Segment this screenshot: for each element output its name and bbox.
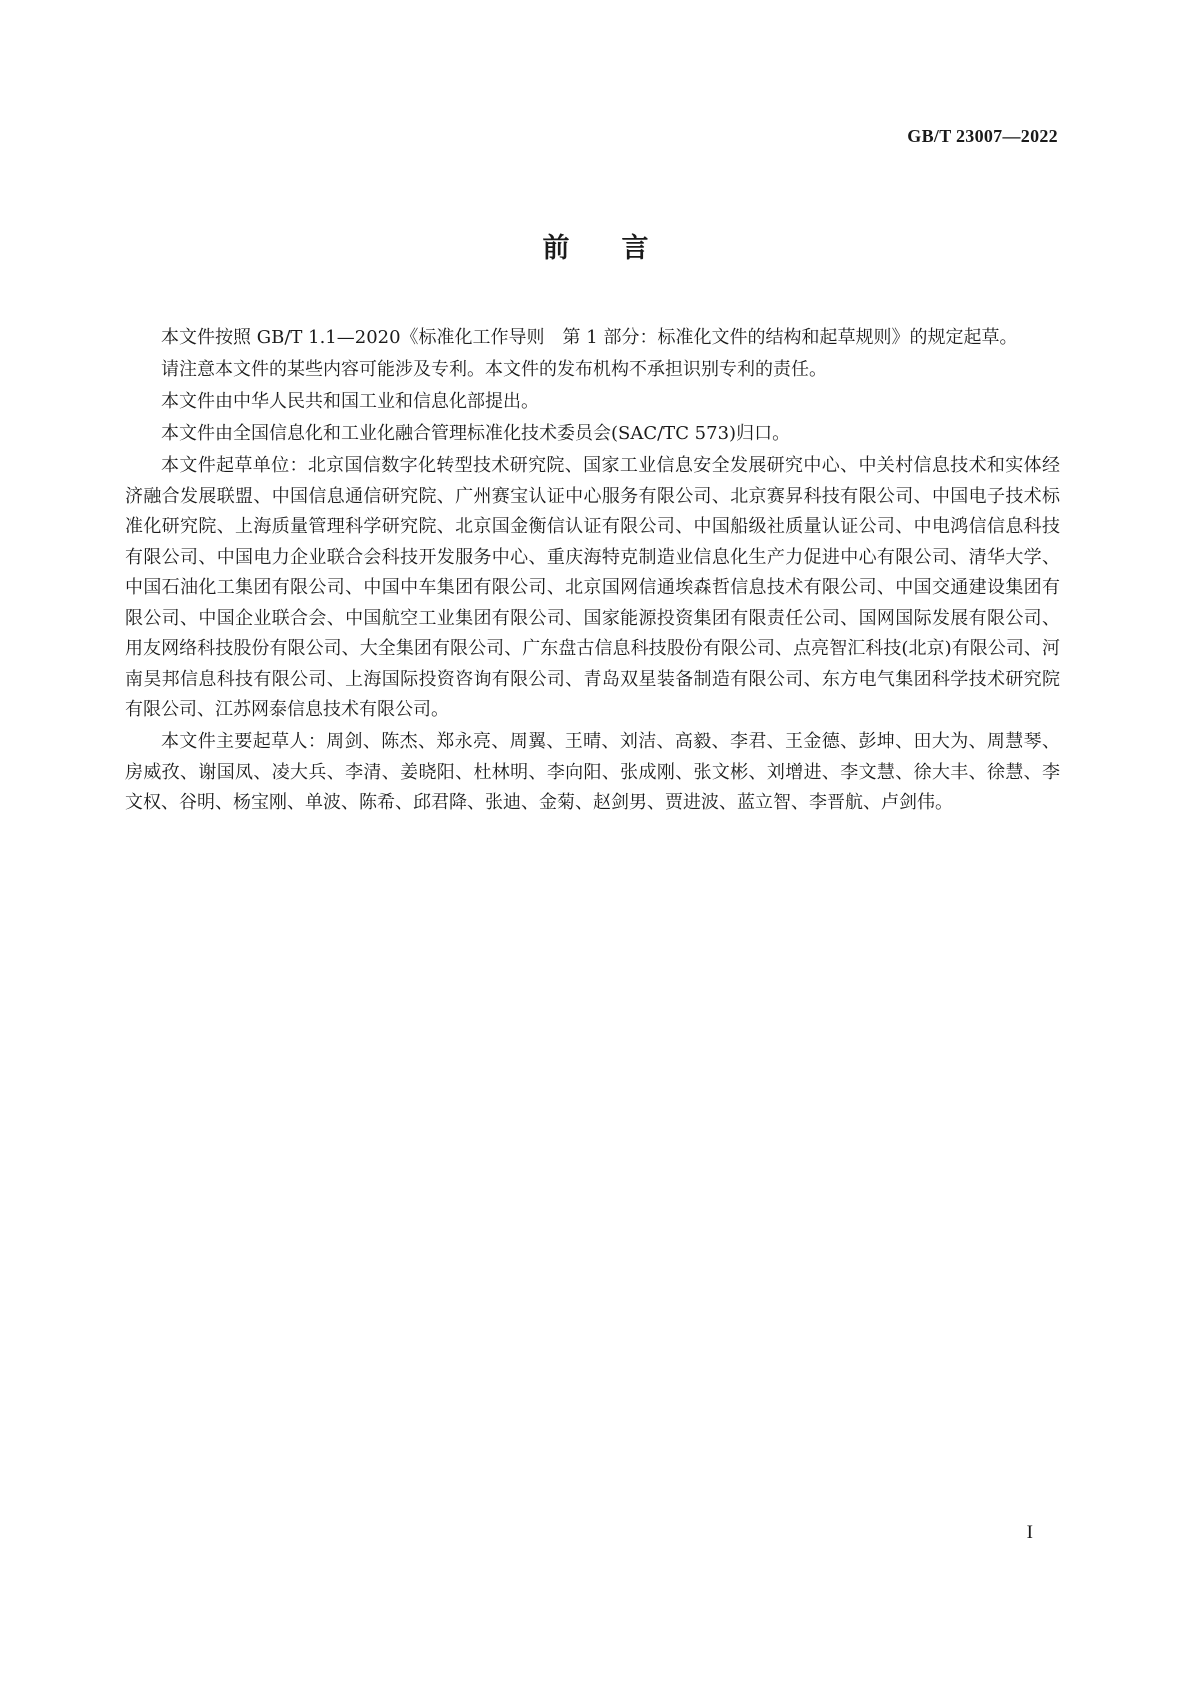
standard-number: GB/T 23007—2022 xyxy=(907,126,1058,146)
foreword-body xyxy=(125,323,1060,820)
paragraph-proposer: 本文件由中华人民共和国工业和信息化部提出。 xyxy=(161,391,539,412)
page-number: I xyxy=(1026,1522,1033,1543)
page-title: 前言 xyxy=(542,233,701,264)
paragraph-drafting-rules: 本文件按照 GB/T 1.1—2020《标准化工作导则 第 1 部分：标准化文件的结构和起草规则》的规定起草。 xyxy=(161,327,1018,348)
paragraph-technical-committee: 本文件由全国信息化和工业化融合管理标准化技术委员会(SAC/TC 573)归口。 xyxy=(161,423,791,444)
paragraph-patent-notice: 请注意本文件的某些内容可能涉及专利。本文件的发布机构不承担识别专利的责任。 xyxy=(161,359,827,380)
paragraph-drafting-units: 本文件起草单位：北京国信数字化转型技术研究院、国家工业信息安全发展研究中心、中关村信息技术和实体经济融合发展联盟、中国信息通信研究院、广州赛宝认证中心服务有限公司、北京赛昇科技有限公司、中国电子技术标准化研究院、上海质量管理科学研究院、北京国金衡信认证有限公司、中国船级社质量认证公司、中电鸿信信息科技有限公司、中国电力企业联合会科技开发服务中心、重庆海特克制造业信息化生产力促进中心有限公司、清华大学、中国石油化工集团有限公司、中国中车集团有限公司、北京国网信通埃森哲信息技术有限公司、中国交通建设集团有限公司、中国企业联合会、中国航空工业集团有限公司、国家能源投资集团有限责任公司、国网国际发展有限公司、用友网络科技股份有限公司、大全集团有限公司、广东盘古信息科技股份有限公司、点亮智汇科技(北京)有限公司、河南昊邦信息科技有限公司、上海国际投资咨询有限公司、青岛双星装备制造有限公司、东方电气集团科学技术研究院有限公司、江苏网泰信息技术有限公司。 xyxy=(125,455,1060,720)
paragraph-drafters: 本文件主要起草人：周剑、陈杰、郑永亮、周翼、王晴、刘洁、高毅、李君、王金德、彭坤、田大为、周慧琴、房威孜、谢国凤、凌大兵、李清、姜晓阳、杜林明、李向阳、张成刚、张文彬、刘增进、李文慧、徐大丰、徐慧、李文权、谷明、杨宝刚、单波、陈希、邱君降、张迪、金菊、赵剑男、贾进波、蓝立智、李晋航、卢剑伟。 xyxy=(125,731,1060,813)
